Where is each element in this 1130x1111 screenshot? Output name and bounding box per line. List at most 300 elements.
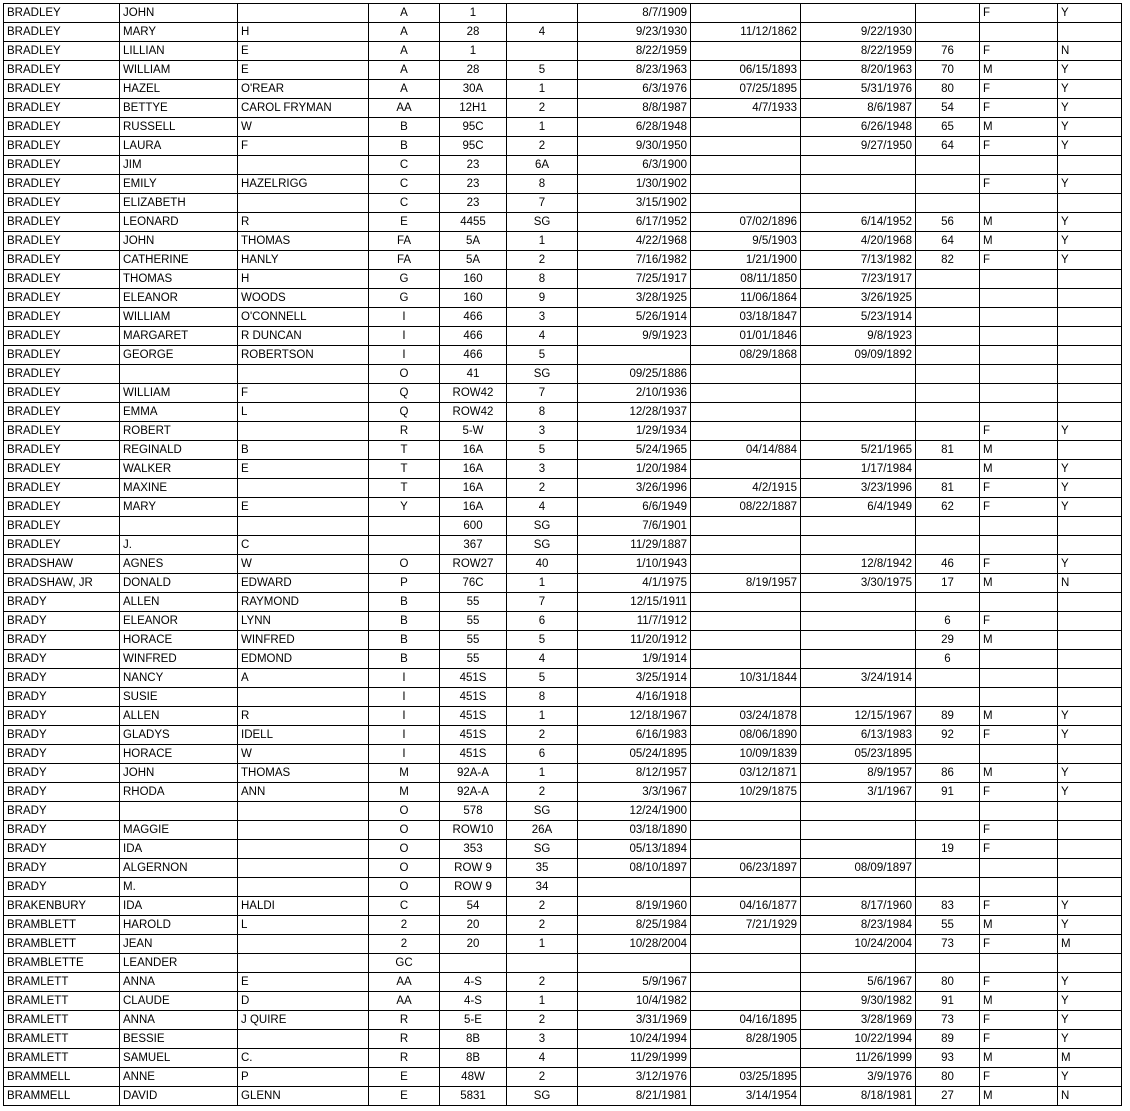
burial-date-cell: 7/16/1982 — [578, 251, 691, 270]
burial-date-cell: 05/24/1895 — [578, 745, 691, 764]
middle-name-cell: R — [238, 213, 369, 232]
birth-date-cell — [691, 156, 801, 175]
middle-name-cell: EDMOND — [238, 650, 369, 669]
lot-cell: 55 — [440, 650, 507, 669]
burial-date-cell: 6/16/1983 — [578, 726, 691, 745]
first-name-cell: MARGARET — [120, 327, 238, 346]
flag-cell — [1058, 289, 1122, 308]
birth-date-cell: 07/25/1895 — [691, 80, 801, 99]
flag-cell: Y — [1058, 118, 1122, 137]
burial-date-cell: 6/28/1948 — [578, 118, 691, 137]
last-name-cell: BRADLEY — [4, 23, 120, 42]
flag-cell: M — [1058, 935, 1122, 954]
last-name-cell: BRAKENBURY — [4, 897, 120, 916]
grave-cell: 4 — [507, 650, 578, 669]
lot-cell: 4-S — [440, 992, 507, 1011]
grave-cell: 1 — [507, 707, 578, 726]
lot-cell: 23 — [440, 194, 507, 213]
age-cell — [916, 422, 980, 441]
sex-cell — [980, 688, 1058, 707]
table-row — [4, 460, 1122, 479]
grave-cell: 35 — [507, 859, 578, 878]
lot-cell: 55 — [440, 593, 507, 612]
flag-cell: Y — [1058, 137, 1122, 156]
last-name-cell: BRADY — [4, 631, 120, 650]
first-name-cell: ALGERNON — [120, 859, 238, 878]
middle-name-cell: E — [238, 61, 369, 80]
flag-cell: Y — [1058, 764, 1122, 783]
sex-cell: F — [980, 555, 1058, 574]
grave-cell: 3 — [507, 308, 578, 327]
middle-name-cell: ROBERTSON — [238, 346, 369, 365]
flag-cell: Y — [1058, 175, 1122, 194]
sex-cell: F — [980, 137, 1058, 156]
flag-cell: N — [1058, 574, 1122, 593]
last-name-cell: BRADY — [4, 707, 120, 726]
flag-cell: Y — [1058, 80, 1122, 99]
middle-name-cell: C. — [238, 1049, 369, 1068]
last-name-cell: BRADY — [4, 745, 120, 764]
burial-date-cell: 11/29/1999 — [578, 1049, 691, 1068]
age-cell: 80 — [916, 973, 980, 992]
table-row — [4, 973, 1122, 992]
birth-date-cell: 06/15/1893 — [691, 61, 801, 80]
table-row — [4, 23, 1122, 42]
grave-cell: SG — [507, 365, 578, 384]
age-cell: 73 — [916, 935, 980, 954]
death-date-cell: 09/09/1892 — [801, 346, 916, 365]
death-date-cell: 7/23/1917 — [801, 270, 916, 289]
lot-cell: ROW42 — [440, 384, 507, 403]
middle-name-cell: L — [238, 403, 369, 422]
first-name-cell: BESSIE — [120, 1030, 238, 1049]
first-name-cell: CLAUDE — [120, 992, 238, 1011]
grave-cell: 1 — [507, 992, 578, 1011]
flag-cell — [1058, 194, 1122, 213]
last-name-cell: BRADLEY — [4, 118, 120, 137]
middle-name-cell: HANLY — [238, 251, 369, 270]
birth-date-cell: 03/25/1895 — [691, 1068, 801, 1087]
section-cell: O — [369, 821, 440, 840]
age-cell — [916, 517, 980, 536]
flag-cell: Y — [1058, 916, 1122, 935]
lot-cell — [440, 954, 507, 973]
lot-cell: 92A-A — [440, 764, 507, 783]
death-date-cell — [801, 365, 916, 384]
flag-cell — [1058, 954, 1122, 973]
grave-cell: 8 — [507, 175, 578, 194]
first-name-cell: ANNA — [120, 1011, 238, 1030]
section-cell: GC — [369, 954, 440, 973]
grave-cell — [507, 954, 578, 973]
flag-cell: M — [1058, 1049, 1122, 1068]
section-cell: T — [369, 479, 440, 498]
age-cell: 62 — [916, 498, 980, 517]
first-name-cell: BETTYE — [120, 99, 238, 118]
sex-cell: F — [980, 422, 1058, 441]
age-cell — [916, 669, 980, 688]
section-cell: I — [369, 669, 440, 688]
grave-cell: 1 — [507, 118, 578, 137]
section-cell: Y — [369, 498, 440, 517]
table-row — [4, 232, 1122, 251]
death-date-cell — [801, 384, 916, 403]
death-date-cell: 3/26/1925 — [801, 289, 916, 308]
section-cell: R — [369, 422, 440, 441]
burial-date-cell: 8/21/1981 — [578, 1087, 691, 1106]
first-name-cell: ALLEN — [120, 593, 238, 612]
last-name-cell: BRADY — [4, 669, 120, 688]
section-cell: O — [369, 859, 440, 878]
grave-cell: SG — [507, 802, 578, 821]
age-cell: 6 — [916, 612, 980, 631]
first-name-cell: ROBERT — [120, 422, 238, 441]
lot-cell: 23 — [440, 156, 507, 175]
section-cell: B — [369, 593, 440, 612]
flag-cell: Y — [1058, 251, 1122, 270]
birth-date-cell — [691, 422, 801, 441]
sex-cell — [980, 593, 1058, 612]
grave-cell: 4 — [507, 498, 578, 517]
birth-date-cell — [691, 973, 801, 992]
grave-cell: 9 — [507, 289, 578, 308]
last-name-cell: BRADLEY — [4, 308, 120, 327]
birth-date-cell: 10/31/1844 — [691, 669, 801, 688]
lot-cell: 5-E — [440, 1011, 507, 1030]
burial-date-cell: 10/4/1982 — [578, 992, 691, 1011]
flag-cell: Y — [1058, 422, 1122, 441]
first-name-cell: WALKER — [120, 460, 238, 479]
age-cell: 92 — [916, 726, 980, 745]
middle-name-cell — [238, 878, 369, 897]
table-row — [4, 650, 1122, 669]
grave-cell: 6 — [507, 612, 578, 631]
sex-cell — [980, 194, 1058, 213]
age-cell — [916, 688, 980, 707]
death-date-cell: 5/23/1914 — [801, 308, 916, 327]
table-row — [4, 213, 1122, 232]
birth-date-cell: 10/09/1839 — [691, 745, 801, 764]
first-name-cell: ELEANOR — [120, 289, 238, 308]
section-cell: O — [369, 555, 440, 574]
burial-date-cell: 4/22/1968 — [578, 232, 691, 251]
first-name-cell: MARY — [120, 498, 238, 517]
sex-cell — [980, 802, 1058, 821]
birth-date-cell: 03/12/1871 — [691, 764, 801, 783]
section-cell: AA — [369, 973, 440, 992]
burial-date-cell: 3/26/1996 — [578, 479, 691, 498]
middle-name-cell: W — [238, 745, 369, 764]
table-row — [4, 80, 1122, 99]
burial-date-cell — [578, 878, 691, 897]
lot-cell: 466 — [440, 346, 507, 365]
table-row — [4, 403, 1122, 422]
middle-name-cell — [238, 479, 369, 498]
middle-name-cell — [238, 688, 369, 707]
last-name-cell: BRADLEY — [4, 536, 120, 555]
sex-cell: F — [980, 1030, 1058, 1049]
last-name-cell: BRADLEY — [4, 232, 120, 251]
grave-cell: 5 — [507, 346, 578, 365]
sex-cell: M — [980, 61, 1058, 80]
middle-name-cell — [238, 859, 369, 878]
death-date-cell: 9/22/1930 — [801, 23, 916, 42]
lot-cell: 76C — [440, 574, 507, 593]
death-date-cell: 4/20/1968 — [801, 232, 916, 251]
flag-cell — [1058, 669, 1122, 688]
age-cell — [916, 954, 980, 973]
death-date-cell — [801, 878, 916, 897]
birth-date-cell — [691, 821, 801, 840]
lot-cell: 8B — [440, 1030, 507, 1049]
age-cell — [916, 175, 980, 194]
section-cell: R — [369, 1011, 440, 1030]
grave-cell: 2 — [507, 251, 578, 270]
birth-date-cell — [691, 137, 801, 156]
burial-date-cell: 8/25/1984 — [578, 916, 691, 935]
table-row — [4, 802, 1122, 821]
table-row — [4, 688, 1122, 707]
flag-cell — [1058, 384, 1122, 403]
grave-cell: 5 — [507, 631, 578, 650]
sex-cell: F — [980, 783, 1058, 802]
last-name-cell: BRADLEY — [4, 194, 120, 213]
flag-cell — [1058, 156, 1122, 175]
section-cell: I — [369, 726, 440, 745]
section-cell: C — [369, 897, 440, 916]
birth-date-cell — [691, 1049, 801, 1068]
burial-date-cell: 10/28/2004 — [578, 935, 691, 954]
lot-cell: 1 — [440, 42, 507, 61]
middle-name-cell: IDELL — [238, 726, 369, 745]
section-cell: I — [369, 327, 440, 346]
age-cell: 91 — [916, 783, 980, 802]
flag-cell — [1058, 308, 1122, 327]
death-date-cell — [801, 194, 916, 213]
lot-cell: 5A — [440, 232, 507, 251]
burial-date-cell: 3/31/1969 — [578, 1011, 691, 1030]
middle-name-cell: B — [238, 441, 369, 460]
grave-cell: 2 — [507, 973, 578, 992]
last-name-cell: BRADLEY — [4, 498, 120, 517]
first-name-cell: LEONARD — [120, 213, 238, 232]
table-row — [4, 726, 1122, 745]
section-cell: G — [369, 289, 440, 308]
section-cell: O — [369, 802, 440, 821]
middle-name-cell: F — [238, 384, 369, 403]
lot-cell: 54 — [440, 897, 507, 916]
flag-cell — [1058, 536, 1122, 555]
sex-cell: F — [980, 897, 1058, 916]
flag-cell — [1058, 631, 1122, 650]
first-name-cell: HAZEL — [120, 80, 238, 99]
birth-date-cell — [691, 460, 801, 479]
last-name-cell: BRAMBLETTE — [4, 954, 120, 973]
table-row — [4, 631, 1122, 650]
first-name-cell — [120, 517, 238, 536]
first-name-cell: DONALD — [120, 574, 238, 593]
death-date-cell — [801, 612, 916, 631]
flag-cell — [1058, 650, 1122, 669]
last-name-cell: BRADLEY — [4, 251, 120, 270]
last-name-cell: BRADSHAW, JR — [4, 574, 120, 593]
first-name-cell: WILLIAM — [120, 384, 238, 403]
sex-cell — [980, 23, 1058, 42]
death-date-cell: 8/18/1981 — [801, 1087, 916, 1106]
middle-name-cell: CAROL FRYMAN — [238, 99, 369, 118]
table-row — [4, 764, 1122, 783]
death-date-cell: 3/23/1996 — [801, 479, 916, 498]
first-name-cell: IDA — [120, 840, 238, 859]
table-row — [4, 327, 1122, 346]
burial-date-cell: 10/24/1994 — [578, 1030, 691, 1049]
death-date-cell: 12/15/1967 — [801, 707, 916, 726]
grave-cell: SG — [507, 536, 578, 555]
birth-date-cell: 08/29/1868 — [691, 346, 801, 365]
middle-name-cell: O'CONNELL — [238, 308, 369, 327]
grave-cell: 34 — [507, 878, 578, 897]
first-name-cell: ANNE — [120, 1068, 238, 1087]
table-row — [4, 954, 1122, 973]
death-date-cell: 9/27/1950 — [801, 137, 916, 156]
birth-date-cell: 01/01/1846 — [691, 327, 801, 346]
lot-cell: 8B — [440, 1049, 507, 1068]
grave-cell: 7 — [507, 384, 578, 403]
birth-date-cell: 11/06/1864 — [691, 289, 801, 308]
age-cell: 29 — [916, 631, 980, 650]
table-row — [4, 270, 1122, 289]
age-cell — [916, 23, 980, 42]
middle-name-cell: O'REAR — [238, 80, 369, 99]
death-date-cell — [801, 593, 916, 612]
birth-date-cell: 03/18/1847 — [691, 308, 801, 327]
section-cell: E — [369, 213, 440, 232]
burial-date-cell: 6/3/1900 — [578, 156, 691, 175]
sex-cell: M — [980, 631, 1058, 650]
sex-cell — [980, 536, 1058, 555]
burial-date-cell: 1/10/1943 — [578, 555, 691, 574]
last-name-cell: BRAMMELL — [4, 1087, 120, 1106]
last-name-cell: BRADY — [4, 650, 120, 669]
middle-name-cell: P — [238, 1068, 369, 1087]
last-name-cell: BRADY — [4, 783, 120, 802]
sex-cell: F — [980, 42, 1058, 61]
table-row — [4, 365, 1122, 384]
last-name-cell: BRADLEY — [4, 460, 120, 479]
table-row — [4, 194, 1122, 213]
first-name-cell: GEORGE — [120, 346, 238, 365]
sex-cell: F — [980, 726, 1058, 745]
table-row — [4, 289, 1122, 308]
burial-date-cell: 5/26/1914 — [578, 308, 691, 327]
death-date-cell: 8/22/1959 — [801, 42, 916, 61]
grave-cell: 8 — [507, 403, 578, 422]
age-cell — [916, 346, 980, 365]
burial-date-cell: 08/10/1897 — [578, 859, 691, 878]
section-cell: B — [369, 631, 440, 650]
death-date-cell — [801, 631, 916, 650]
burial-date-cell: 12/15/1911 — [578, 593, 691, 612]
flag-cell — [1058, 878, 1122, 897]
age-cell: 27 — [916, 1087, 980, 1106]
middle-name-cell: E — [238, 42, 369, 61]
first-name-cell: ELIZABETH — [120, 194, 238, 213]
first-name-cell — [120, 802, 238, 821]
last-name-cell: BRADLEY — [4, 4, 120, 23]
birth-date-cell — [691, 365, 801, 384]
burial-date-cell: 8/12/1957 — [578, 764, 691, 783]
section-cell: B — [369, 137, 440, 156]
death-date-cell — [801, 4, 916, 23]
lot-cell: ROW10 — [440, 821, 507, 840]
sex-cell — [980, 403, 1058, 422]
grave-cell — [507, 42, 578, 61]
grave-cell: 6A — [507, 156, 578, 175]
flag-cell: Y — [1058, 4, 1122, 23]
table-row — [4, 156, 1122, 175]
birth-date-cell: 04/14/884 — [691, 441, 801, 460]
age-cell: 76 — [916, 42, 980, 61]
middle-name-cell: LYNN — [238, 612, 369, 631]
age-cell: 93 — [916, 1049, 980, 1068]
age-cell — [916, 403, 980, 422]
section-cell: I — [369, 346, 440, 365]
death-date-cell: 08/09/1897 — [801, 859, 916, 878]
sex-cell — [980, 289, 1058, 308]
burial-date-cell: 12/24/1900 — [578, 802, 691, 821]
birth-date-cell — [691, 878, 801, 897]
age-cell: 80 — [916, 80, 980, 99]
middle-name-cell — [238, 517, 369, 536]
table-row — [4, 61, 1122, 80]
section-cell: I — [369, 707, 440, 726]
first-name-cell: IDA — [120, 897, 238, 916]
lot-cell: 55 — [440, 631, 507, 650]
first-name-cell: LEANDER — [120, 954, 238, 973]
sex-cell: M — [980, 1049, 1058, 1068]
burial-date-cell: 3/25/1914 — [578, 669, 691, 688]
grave-cell: 1 — [507, 764, 578, 783]
burial-date-cell: 3/12/1976 — [578, 1068, 691, 1087]
sex-cell — [980, 346, 1058, 365]
lot-cell: 41 — [440, 365, 507, 384]
section-cell: O — [369, 365, 440, 384]
sex-cell: F — [980, 612, 1058, 631]
birth-date-cell: 08/11/1850 — [691, 270, 801, 289]
section-cell: I — [369, 745, 440, 764]
section-cell: 2 — [369, 916, 440, 935]
burial-date-cell: 11/7/1912 — [578, 612, 691, 631]
death-date-cell: 8/6/1987 — [801, 99, 916, 118]
last-name-cell: BRADLEY — [4, 422, 120, 441]
age-cell — [916, 536, 980, 555]
death-date-cell — [801, 954, 916, 973]
age-cell: 80 — [916, 1068, 980, 1087]
first-name-cell: DAVID — [120, 1087, 238, 1106]
sex-cell — [980, 270, 1058, 289]
death-date-cell: 6/26/1948 — [801, 118, 916, 137]
flag-cell — [1058, 859, 1122, 878]
middle-name-cell: W — [238, 118, 369, 137]
burial-date-cell: 12/18/1967 — [578, 707, 691, 726]
age-cell: 86 — [916, 764, 980, 783]
age-cell: 6 — [916, 650, 980, 669]
table-row — [4, 897, 1122, 916]
section-cell: M — [369, 783, 440, 802]
birth-date-cell: 07/02/1896 — [691, 213, 801, 232]
last-name-cell: BRADY — [4, 612, 120, 631]
first-name-cell: JEAN — [120, 935, 238, 954]
